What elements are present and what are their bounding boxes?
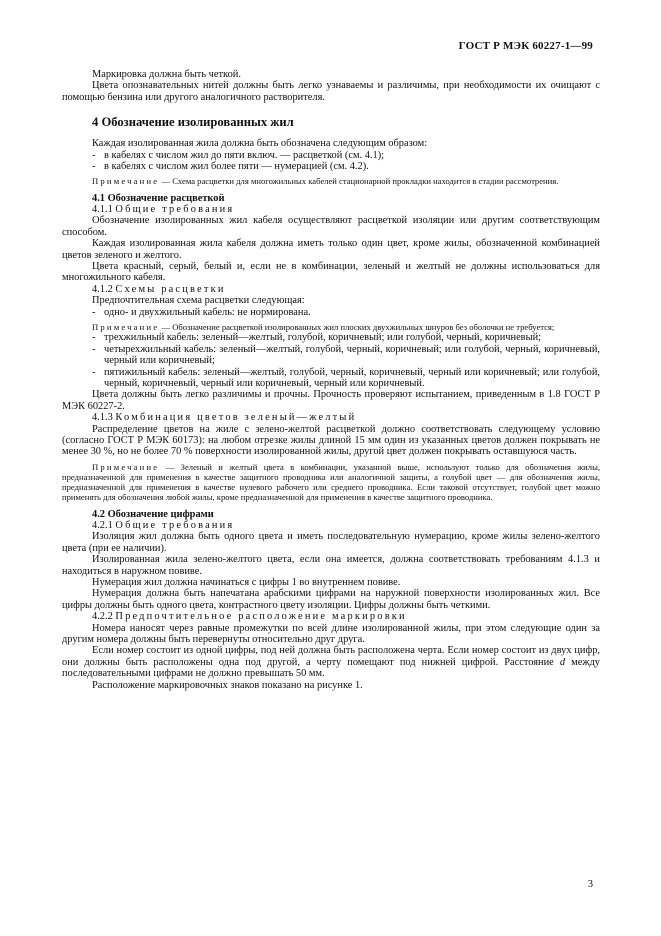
note	[62, 462, 600, 503]
clause-number: 4.1.1	[92, 204, 116, 216]
paragraph: Предпочтительная схема расцветки следующая:	[92, 295, 305, 307]
paragraph: Нумерация жил должна начинаться с цифры 1 во внутреннем повиве.	[92, 577, 401, 589]
paragraph: Распределение цветов на жиле с зелено-желтой расцветкой должно соответствовать следующему условию (согласно ГОСТ Р МЭК 60173): на любом отрезке жилы длиной 15 мм один из указанных цветов должен покрывать не менее 30 %, но не более 70 % поверхности изолированной жилы, другой цвет должен покрывать оставшуюся часть.	[62, 423, 600, 458]
note-text: — Обозначение расцветкой изолированных жил плоских двухжильных шнуров без оболочки не требуется;	[159, 322, 555, 333]
clause-number: 4.1.3	[92, 412, 116, 424]
list-item: - в кабелях с числом жил до пяти включ. — расцветкой (см. 4.1);	[92, 150, 600, 161]
note-label: Примечание	[92, 176, 160, 187]
note-label: Примечание	[92, 322, 160, 333]
note	[62, 322, 600, 332]
clause-title: Общие требования	[115, 520, 235, 531]
list-item: - четырехжильный кабель: зеленый—желтый, голубой, черный, коричневый; или голубой, черный, коричневый, черный или коричневый;	[92, 344, 600, 367]
paragraph: Расположение маркировочных знаков показано на рисунке 1.	[92, 679, 363, 691]
clause-number: 4.2.2	[92, 611, 116, 623]
paragraph: Нумерация должна быть напечатана арабскими цифрами на наружной поверхности изолированных жил. Все цифры должны быть одного цвета, контрастного цвету изоляции. Цифры должны быть четкими.	[62, 588, 600, 611]
clause-number: 4.1.2	[92, 283, 116, 295]
clause-4-1-3	[62, 412, 600, 423]
clause-title: Общие требования	[115, 204, 235, 216]
note-label: Примечание	[92, 461, 160, 472]
paragraph: Изолированная жила зелено-желтого цвета, если она имеется, должна соответствовать требованиям 4.1.3 и находиться в наружном повиве.	[62, 554, 600, 577]
paragraph: Цвета красный, серый, белый и, если не в комбинации, зеленый и желтый не должны использоваться для многожильного кабеля.	[62, 261, 600, 284]
variable-d: d	[559, 656, 566, 668]
clause-title: Комбинация цветов зеленый—желтый	[115, 412, 357, 424]
subsection-4-2-heading: 4.2 Обозначение цифрами	[92, 508, 214, 520]
list-item: - трехжильный кабель: зеленый—желтый, голубой, коричневый; или голубой, черный, коричневый;	[92, 332, 600, 343]
clause-4-2-2	[62, 611, 600, 622]
text-run: между последовательными цифрами не должно превышать 50 мм.	[62, 656, 601, 680]
designation-list	[62, 150, 600, 173]
note-text: — Зеленый и желтый цвета в комбинации, указанной выше, используют только для обозначения жилы, предназначенной для применения в качестве защитного проводника или аналогичной защиты, а голубой цвет — для обозначения жилы, предназначенной для применения в качестве нулевого рабочего или среднего проводника. Если таковой отсутствует, голубой цвет можно применять для обозначения любой жилы, кроме предназначенной для применения в качестве защитного проводника.	[62, 461, 600, 503]
subsection-4-1-heading: 4.1 Обозначение расцветкой	[92, 192, 225, 204]
clause-title: Схемы расцветки	[115, 283, 226, 295]
list-item: - одно- и двухжильный кабель: не нормирована.	[92, 307, 600, 318]
clause-title: Предпочтительное расположение маркировки	[115, 611, 407, 623]
clause-number: 4.2.1	[92, 520, 116, 531]
note-text: — Схема расцветки для многожильных кабелей стационарной прокладки находится в стадии рассмотрения.	[159, 176, 559, 187]
paragraph: Изоляция жил должна быть одного цвета и иметь последовательную нумерацию, кроме жилы зелено-желтого цвета (при ее наличии).	[62, 531, 600, 554]
note	[62, 176, 600, 186]
clause-4-1-1	[62, 204, 600, 215]
page-body	[62, 69, 600, 691]
paragraph	[62, 645, 600, 679]
paragraph: Цвета должны быть легко различимы и прочны. Прочность проверяют испытанием, приведенным в 1.8 ГОСТ Р МЭК 60227-2.	[62, 389, 600, 412]
section-4-heading: 4 Обозначение изолированных жил	[92, 115, 294, 130]
color-scheme-list-a	[62, 307, 600, 318]
clause-4-2-1	[62, 520, 600, 531]
paragraph: Цвета опознавательных нитей должны быть легко узнаваемы и различимы, при необходимости их очищают с помощью бензина или другого аналогичного растворителя.	[62, 80, 600, 103]
page-number: 3	[587, 879, 593, 890]
paragraph: Каждая изолированная жила должна быть обозначена следующим образом:	[92, 138, 428, 150]
paragraph: Номера наносят через равные промежутки по всей длине изолированной жилы, при этом следующие один за другим номера должны быть перевернуты относительно друг друга.	[62, 622, 600, 646]
clause-4-1-2	[62, 284, 600, 295]
paragraph: Маркировка должна быть четкой.	[92, 69, 241, 80]
list-item: - в кабелях с числом жил более пяти — нумерацией (см. 4.2).	[92, 161, 600, 172]
color-scheme-list-b	[62, 332, 600, 389]
list-item: - пятижильный кабель: зеленый—желтый, голубой, черный, коричневый, черный или коричневый; или голубой, черный, коричневый, черный или коричневый, черный или коричневый.	[92, 367, 600, 390]
paragraph: Обозначение изолированных жил кабеля осуществляют расцветкой изоляции или другим соответствующим способом.	[62, 215, 600, 238]
running-header: ГОСТ Р МЭК 60227-1—99	[458, 40, 593, 52]
paragraph: Каждая изолированная жила кабеля должна иметь только один цвет, кроме жилы, обозначенной комбинацией цветов зеленого и желтого.	[62, 238, 600, 261]
text-run: Если номер состоит из одной цифры, под ней должна быть расположена черта. Если номер состоит из двух цифр, они должны быть расположены одна под другой, а черту помещают под нижней цифрой. Расстояние	[62, 645, 600, 668]
